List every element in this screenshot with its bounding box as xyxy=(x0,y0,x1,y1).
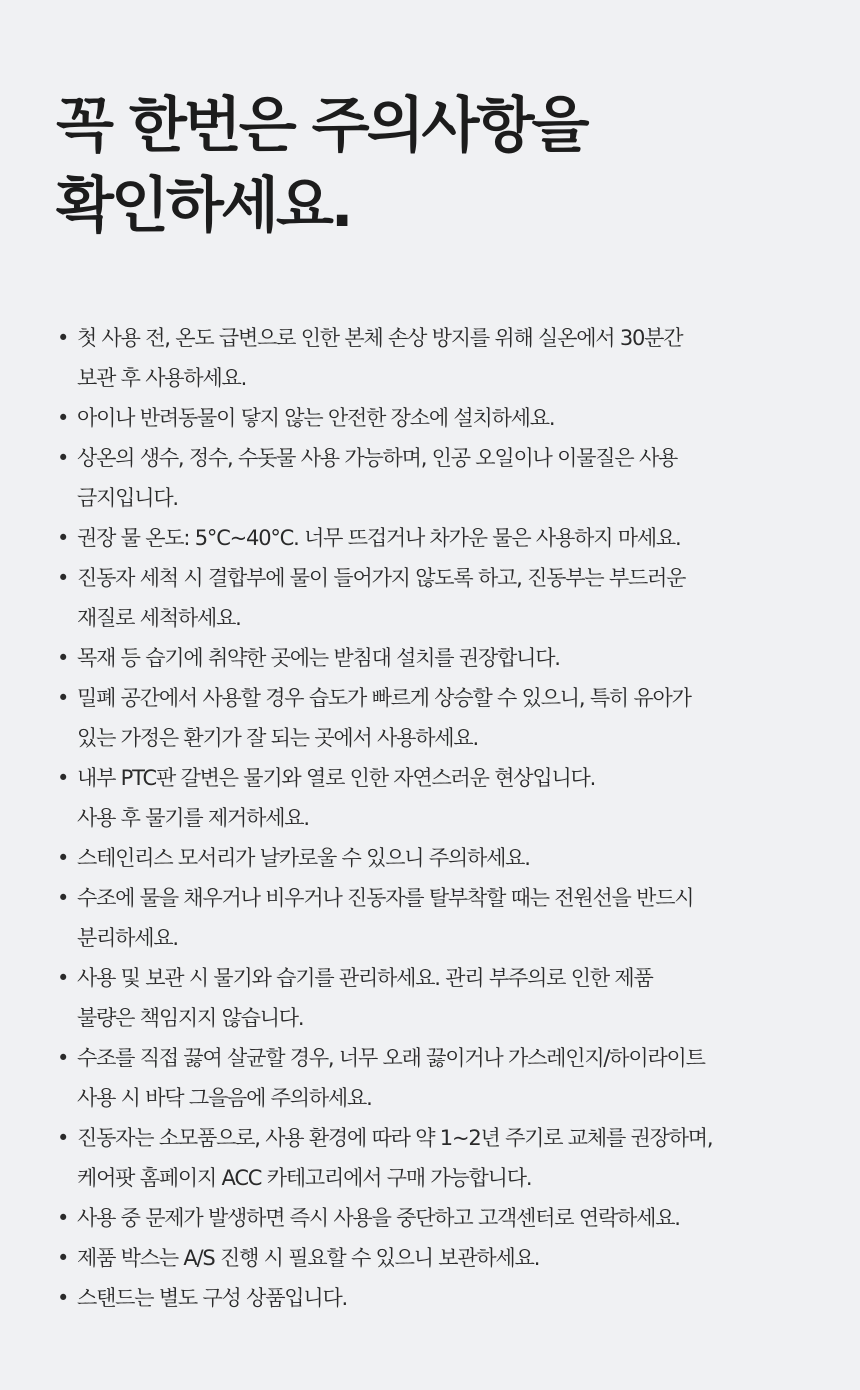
caution-item-text: 스테인리스 모서리가 날카로울 수 있으니 주의하세요. xyxy=(77,846,530,870)
caution-item-text: 목재 등 습기에 취약한 곳에는 받침대 설치를 권장합니다. xyxy=(77,646,560,670)
caution-item-text: 스탠드는 별도 구성 상품입니다. xyxy=(77,1286,348,1310)
caution-item-text: 금지입니다. xyxy=(77,486,178,510)
caution-item-text: 재질로 세척하세요. xyxy=(77,606,241,630)
bullet-icon: • xyxy=(57,1126,69,1150)
bullet-icon: • xyxy=(57,526,69,550)
caution-item-text: 수조에 물을 채우거나 비우거나 진동자를 탈부착할 때는 전원선을 반드시 xyxy=(77,886,694,910)
bullet-icon: • xyxy=(57,766,69,790)
caution-item-text: 권장 물 온도: 5°C~40°C. 너무 뜨겁거나 차가운 물은 사용하지 마세요. xyxy=(77,526,681,550)
page-title-line: 꼭 한번은 주의사항을 xyxy=(56,91,587,161)
caution-item xyxy=(52,758,712,838)
caution-item xyxy=(52,558,712,638)
caution-item xyxy=(52,678,712,758)
caution-item xyxy=(52,1038,712,1118)
page-title-line: 확인하세요. xyxy=(56,171,351,241)
bullet-icon: • xyxy=(57,886,69,910)
caution-item xyxy=(52,318,712,398)
page-title xyxy=(56,86,586,246)
caution-item-text: 진동자 세척 시 결합부에 물이 들어가지 않도록 하고, 진동부는 부드러운 xyxy=(77,566,686,590)
caution-item-text: 사용 및 보관 시 물기와 습기를 관리하세요. 관리 부주의로 인한 제품 xyxy=(77,966,653,990)
caution-item xyxy=(52,958,712,1038)
bullet-icon: • xyxy=(57,566,69,590)
bullet-icon: • xyxy=(57,406,69,430)
caution-item xyxy=(52,398,712,438)
caution-item-text: 사용 후 물기를 제거하세요. xyxy=(77,806,309,830)
caution-item xyxy=(52,638,712,678)
caution-list xyxy=(52,318,712,1318)
caution-item-text: 보관 후 사용하세요. xyxy=(77,366,247,390)
bullet-icon: • xyxy=(57,686,69,710)
caution-item-text: 사용 시 바닥 그을음에 주의하세요. xyxy=(77,1086,372,1110)
caution-item-text: 수조를 직접 끓여 살균할 경우, 너무 오래 끓이거나 가스레인지/하이라이트 xyxy=(77,1046,705,1070)
bullet-icon: • xyxy=(57,846,69,870)
bullet-icon: • xyxy=(57,1046,69,1070)
caution-item xyxy=(52,1278,712,1318)
bullet-icon: • xyxy=(57,1286,69,1310)
caution-item-text: 상온의 생수, 정수, 수돗물 사용 가능하며, 인공 오일이나 이물질은 사용 xyxy=(77,446,678,470)
caution-item-text: 케어팟 홈페이지 ACC 카테고리에서 구매 가능합니다. xyxy=(77,1166,532,1190)
caution-item-text: 밀폐 공간에서 사용할 경우 습도가 빠르게 상승할 수 있으니, 특히 유아가 xyxy=(77,686,691,710)
caution-item-text: 있는 가정은 환기가 잘 되는 곳에서 사용하세요. xyxy=(77,726,478,750)
caution-item xyxy=(52,1238,712,1278)
caution-item-text: 분리하세요. xyxy=(77,926,178,950)
caution-item-text: 아이나 반려동물이 닿지 않는 안전한 장소에 설치하세요. xyxy=(77,406,555,430)
caution-item-text: 제품 박스는 A/S 진행 시 필요할 수 있으니 보관하세요. xyxy=(77,1246,540,1270)
caution-item xyxy=(52,1118,712,1198)
caution-item xyxy=(52,438,712,518)
caution-item xyxy=(52,518,712,558)
caution-item-text: 사용 중 문제가 발생하면 즉시 사용을 중단하고 고객센터로 연락하세요. xyxy=(77,1206,680,1230)
bullet-icon: • xyxy=(57,646,69,670)
caution-item-text: 내부 PTC판 갈변은 물기와 열로 인한 자연스러운 현상입니다. xyxy=(77,766,596,790)
caution-item xyxy=(52,838,712,878)
bullet-icon: • xyxy=(57,326,69,350)
caution-item xyxy=(52,1198,712,1238)
caution-item-text: 진동자는 소모품으로, 사용 환경에 따라 약 1~2년 주기로 교체를 권장하며, xyxy=(77,1126,713,1150)
caution-item xyxy=(52,878,712,958)
bullet-icon: • xyxy=(57,966,69,990)
caution-item-text: 불량은 책임지지 않습니다. xyxy=(77,1006,304,1030)
bullet-icon: • xyxy=(57,1206,69,1230)
bullet-icon: • xyxy=(57,1246,69,1270)
caution-item-text: 첫 사용 전, 온도 급변으로 인한 본체 손상 방지를 위해 실온에서 30분간 xyxy=(77,326,683,350)
bullet-icon: • xyxy=(57,446,69,470)
